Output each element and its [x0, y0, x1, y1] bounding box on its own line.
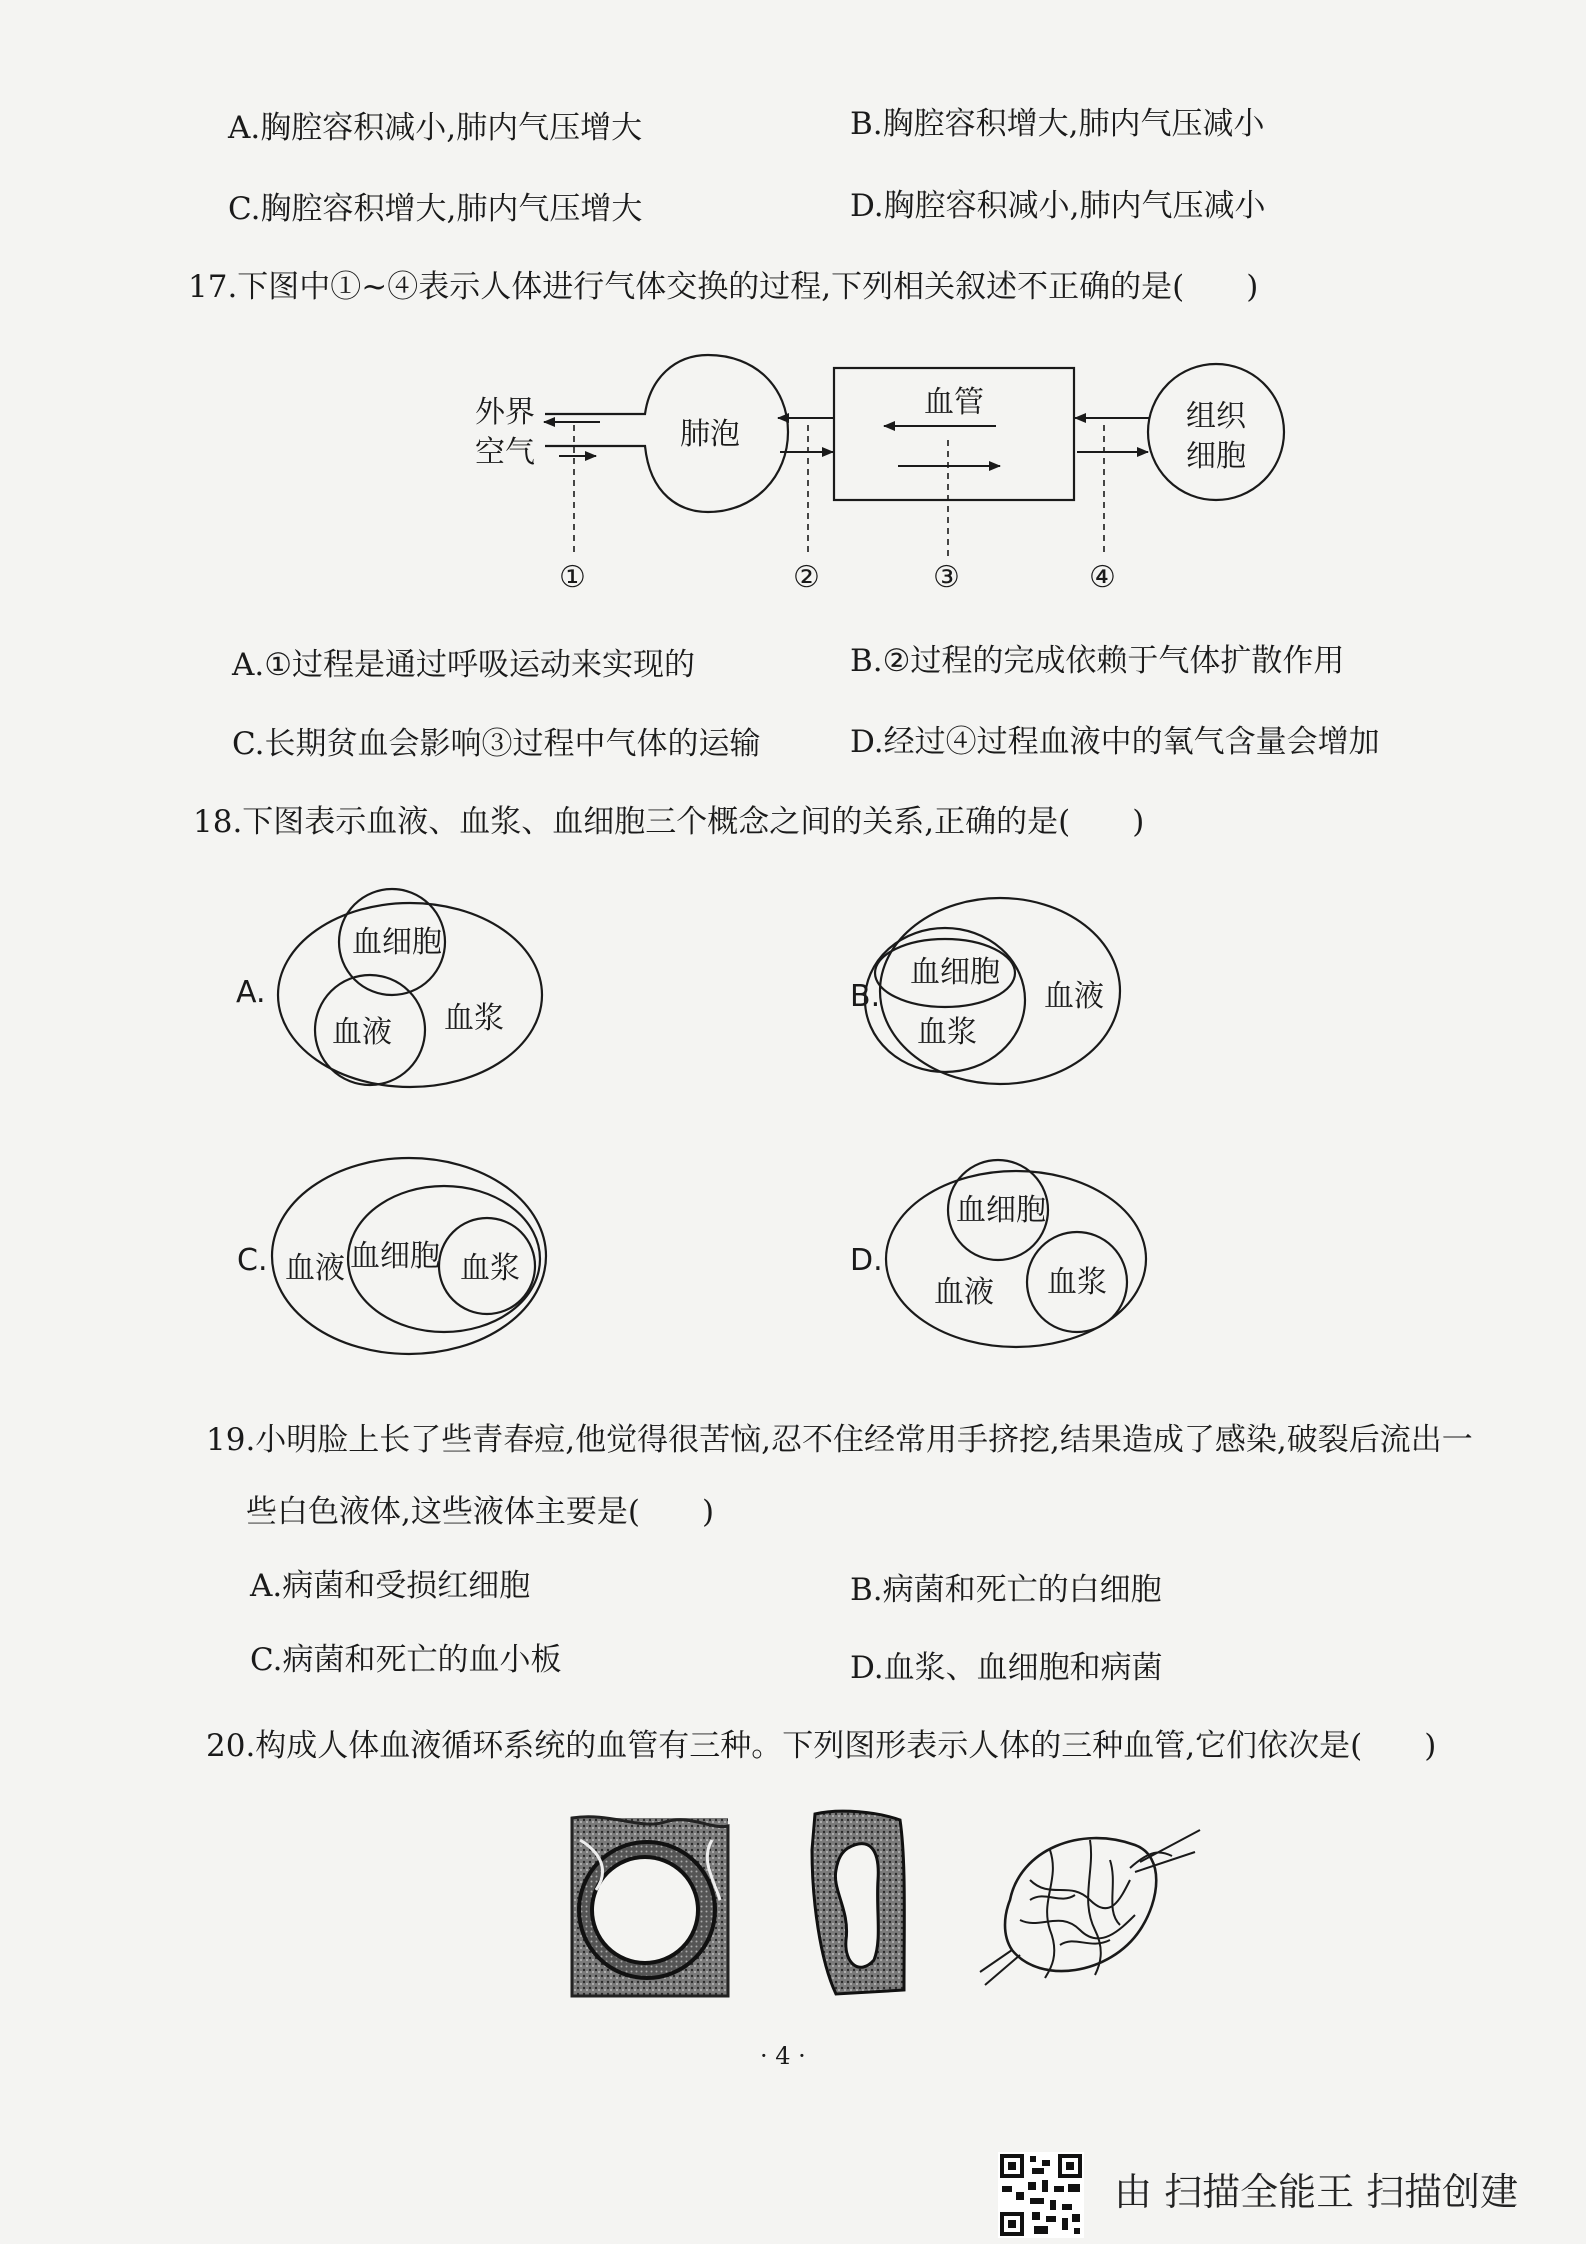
label-blood-vessel: 血管: [924, 385, 984, 420]
mark-3: ③: [933, 560, 960, 595]
q16-option-c: C.胸腔容积增大,肺内气压增大: [228, 191, 643, 227]
capillary-image: [980, 1830, 1200, 1985]
venn-a-label-plasma: 血浆: [444, 1001, 504, 1036]
venn-a-label-cell: 血细胞: [352, 925, 442, 960]
q17-option-c: C.长期贫血会影响③过程中气体的运输: [232, 726, 761, 762]
venn-d-label-blood: 血液: [934, 1275, 994, 1310]
label-outside-air-1: 外界: [475, 395, 535, 430]
venn-c-label-plasma: 血浆: [460, 1251, 520, 1286]
q19-option-d: D.血浆、血细胞和病菌: [850, 1650, 1163, 1686]
q19-option-c: C.病菌和死亡的血小板: [250, 1642, 562, 1678]
artery-image: [572, 1817, 728, 1996]
page-number: · 4 ·: [760, 2042, 806, 2070]
q19-stem-line1: 19.小明脸上长了些青春痘,他觉得很苦恼,忍不住经常用手挤挖,结果造成了感染,破裂后流出一: [206, 1422, 1473, 1458]
venn-c-letter: C.: [237, 1243, 268, 1278]
mark-2: ②: [793, 560, 820, 595]
label-outside-air-2: 空气: [475, 435, 535, 470]
vein-image: [812, 1811, 904, 1994]
q16-option-d: D.胸腔容积减小,肺内气压减小: [850, 188, 1266, 224]
q17-option-a: A.①过程是通过呼吸运动来实现的: [232, 647, 696, 683]
venn-c-label-cell: 血细胞: [350, 1239, 440, 1274]
q17-option-d: D.经过④过程血液中的氧气含量会增加: [850, 724, 1380, 760]
q16-option-a: A.胸腔容积减小,肺内气压增大: [228, 110, 643, 146]
q18-stem: 18.下图表示血液、血浆、血细胞三个概念之间的关系,正确的是( ): [193, 804, 1145, 840]
qr-code: [998, 2152, 1084, 2238]
q17-option-b: B.②过程的完成依赖于气体扩散作用: [850, 643, 1345, 679]
mark-1: ①: [559, 560, 586, 595]
venn-d-label-cell: 血细胞: [956, 1193, 1046, 1228]
venn-a-label-blood: 血液: [332, 1015, 392, 1050]
scanner-watermark: 由 扫描全能王 扫描创建: [1114, 2170, 1519, 2214]
label-tissue-2: 细胞: [1186, 439, 1246, 474]
q19-option-b: B.病菌和死亡的白细胞: [850, 1572, 1162, 1608]
q19-stem-line2: 些白色液体,这些液体主要是( ): [246, 1494, 715, 1530]
label-tissue-1: 组织: [1186, 399, 1246, 434]
venn-a-letter: A.: [236, 975, 266, 1010]
venn-b-label-blood: 血液: [1044, 979, 1104, 1014]
venn-c-label-blood: 血液: [285, 1251, 345, 1286]
q17-stem: 17.下图中①~④表示人体进行气体交换的过程,下列相关叙述不正确的是( ): [188, 269, 1259, 305]
venn-b-label-cell: 血细胞: [910, 955, 1000, 990]
q19-option-a: A.病菌和受损红细胞: [250, 1568, 531, 1604]
venn-b-letter: B.: [850, 979, 881, 1014]
qr-code-svg: [998, 2152, 1084, 2238]
q16-option-b: B.胸腔容积增大,肺内气压减小: [850, 106, 1265, 142]
venn-d-letter: D.: [850, 1243, 883, 1278]
label-alveolus: 肺泡: [680, 417, 740, 452]
mark-4: ④: [1089, 560, 1116, 595]
q20-stem: 20.构成人体血液循环系统的血管有三种。下列图形表示人体的三种血管,它们依次是( ): [206, 1728, 1437, 1764]
venn-b-label-plasma: 血浆: [917, 1015, 977, 1050]
venn-d-label-plasma: 血浆: [1047, 1265, 1107, 1300]
